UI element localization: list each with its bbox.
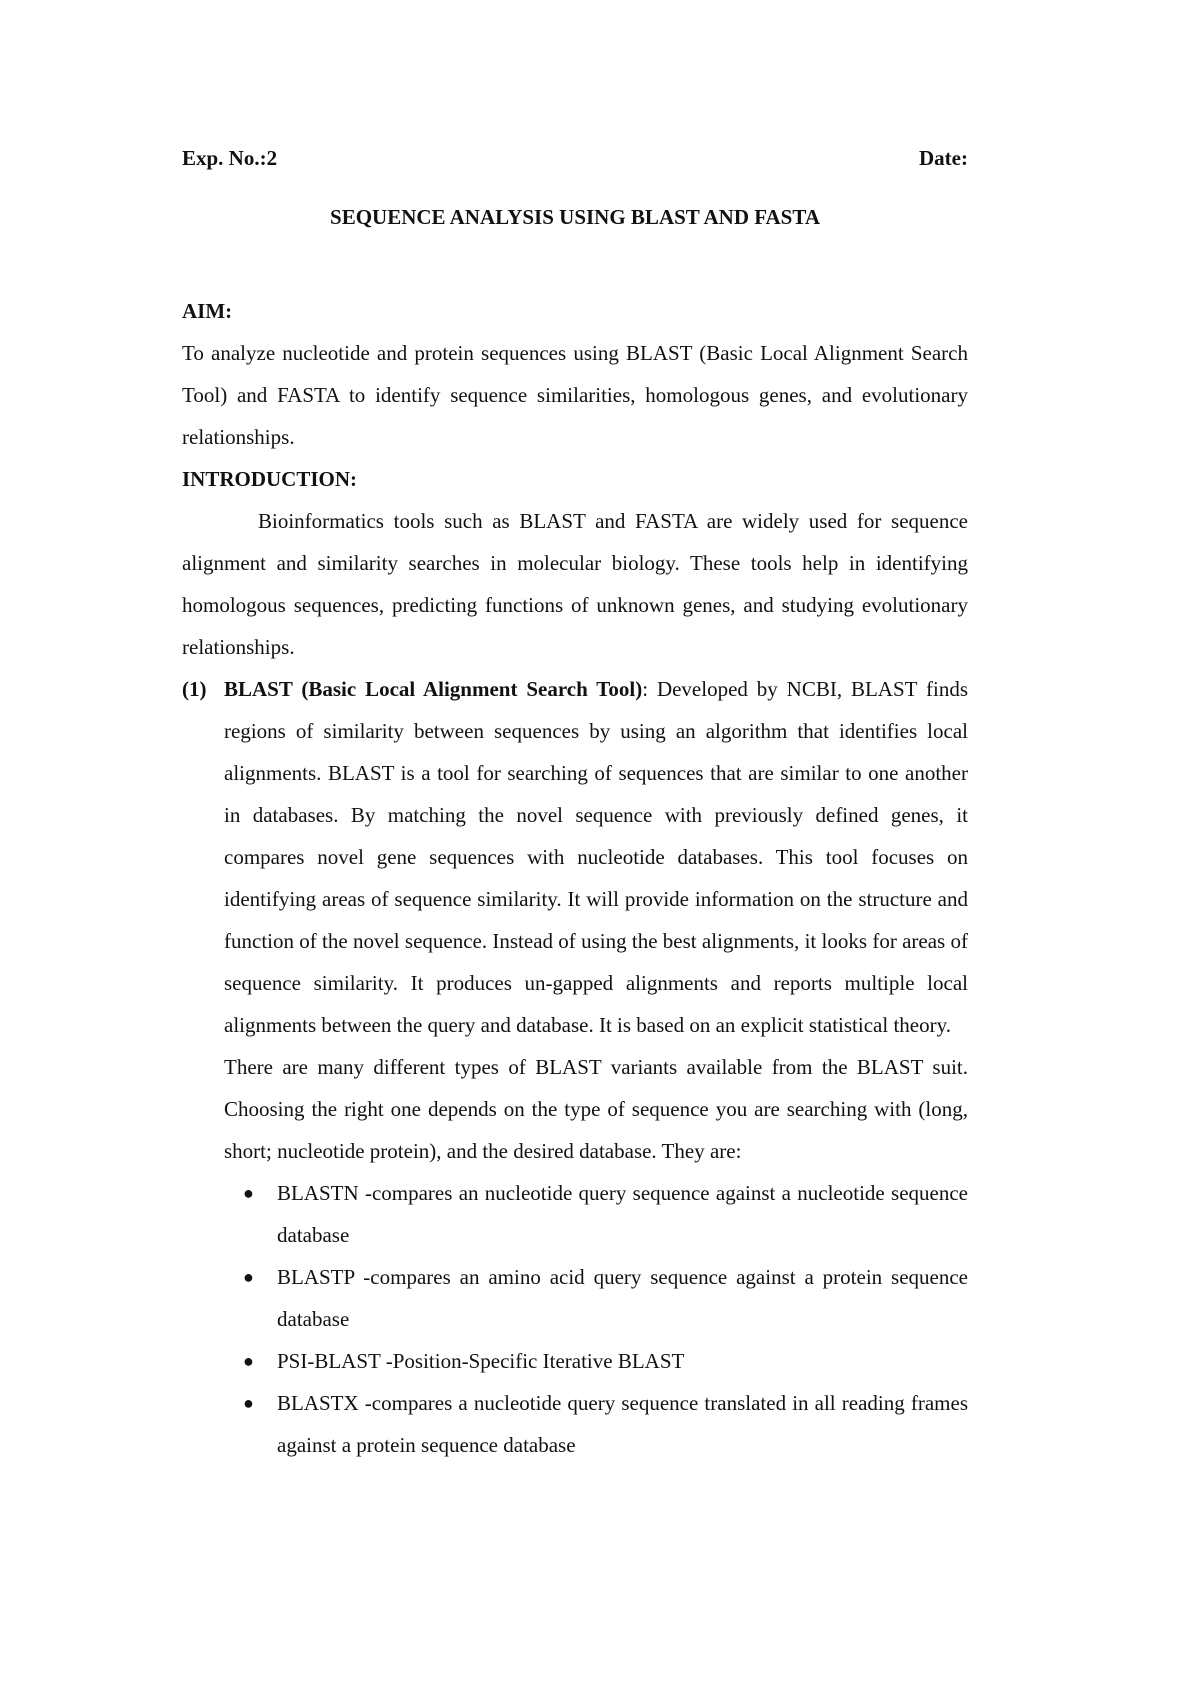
list-item: [243, 1172, 968, 1256]
blast-number: (1): [182, 677, 207, 701]
variant-text: PSI-BLAST -Position-Specific Iterative BLAST: [277, 1349, 685, 1373]
aim-text: To analyze nucleotide and protein sequences using BLAST (Basic Local Alignment Search Tool) and FASTA to identify sequence similarities, homologous genes, and evolutionary relationships.: [182, 341, 968, 449]
bullet-icon: ●: [243, 1393, 254, 1413]
list-item: [243, 1382, 968, 1466]
blast-section: [182, 668, 968, 1046]
list-item: [243, 1340, 968, 1382]
document-body: [182, 290, 968, 1466]
introduction-heading: INTRODUCTION:: [182, 467, 358, 491]
blast-variants-list: [182, 1172, 968, 1466]
variant-text: BLASTX -compares a nucleotide query sequence translated in all reading frames against a protein sequence database: [277, 1391, 968, 1457]
blast-description: : Developed by NCBI, BLAST finds regions of similarity between sequences by using an algorithm that identifies local alignments. BLAST is a tool for searching of sequences that are similar to one another in databases. By matching the novel sequence with previously defined genes, it compares novel gene sequences with nucleotide databases. This tool focuses on identifying areas of sequence similarity. It will provide information on the structure and function of the novel sequence. Instead of using the best alignments, it looks for areas of sequence similarity. It produces un-gapped alignments and reports multiple local alignments between the query and database. It is based on an explicit statistical theory.: [224, 677, 968, 1037]
document-title: SEQUENCE ANALYSIS USING BLAST AND FASTA: [330, 205, 820, 229]
date-label: Date:: [919, 146, 968, 170]
blast-variants-intro: There are many different types of BLAST variants available from the BLAST suit. Choosing the right one depends on the type of sequence you are searching with (long, short; nucleotide protein), and the desired database. They are:: [224, 1055, 968, 1163]
bullet-icon: ●: [243, 1183, 254, 1203]
blast-lead: BLAST (Basic Local Alignment Search Tool): [224, 677, 643, 701]
experiment-number: Exp. No.:2: [182, 146, 278, 170]
variant-text: BLASTN -compares an nucleotide query sequence against a nucleotide sequence database: [277, 1181, 968, 1247]
aim-heading: AIM:: [182, 299, 233, 323]
bullet-icon: ●: [243, 1351, 254, 1371]
bullet-icon: ●: [243, 1267, 254, 1287]
list-item: [243, 1256, 968, 1340]
variant-text: BLASTP -compares an amino acid query sequence against a protein sequence database: [277, 1265, 968, 1331]
introduction-text: Bioinformatics tools such as BLAST and FASTA are widely used for sequence alignment and similarity searches in molecular biology. These tools help in identifying homologous sequences, predicting functions of unknown genes, and studying evolutionary relationships.: [182, 509, 968, 659]
header-row: [182, 146, 968, 176]
